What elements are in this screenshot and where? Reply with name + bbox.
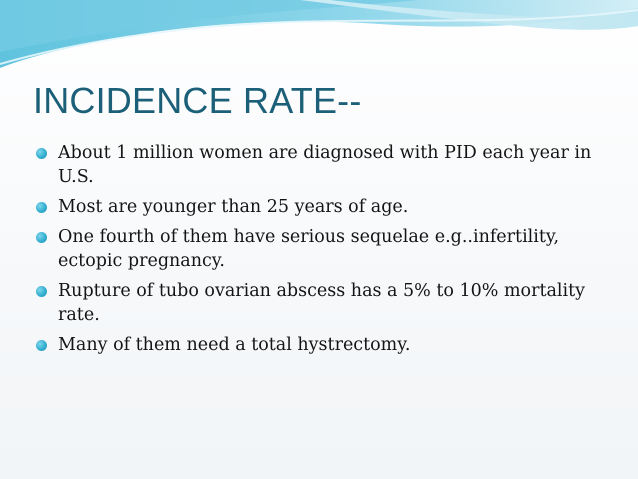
bullet-text: One fourth of them have serious sequelae e.g..infertility, ectopic pregnancy. (58, 227, 560, 271)
bullet-dot-icon (36, 286, 47, 297)
bullet-dot-icon (36, 202, 47, 213)
bullet-dot-icon (36, 232, 47, 243)
bullet-text: About 1 million women are diagnosed with PID each year in U.S. (58, 143, 592, 187)
slide-title: INCIDENCE RATE-- (33, 80, 362, 121)
header-wave-decoration (0, 0, 638, 80)
bullet-text: Many of them need a total hystrectomy. (58, 335, 411, 355)
bullet-dot-icon (36, 340, 47, 351)
list-item (36, 279, 616, 327)
bullet-dot-icon (36, 148, 47, 159)
bullet-text: Most are younger than 25 years of age. (58, 197, 409, 217)
list-item (36, 141, 616, 189)
list-item (36, 333, 616, 357)
bullet-list (36, 141, 616, 363)
list-item (36, 195, 616, 219)
bullet-text: Rupture of tubo ovarian abscess has a 5% to 10% mortality rate. (58, 281, 586, 325)
list-item (36, 225, 616, 273)
